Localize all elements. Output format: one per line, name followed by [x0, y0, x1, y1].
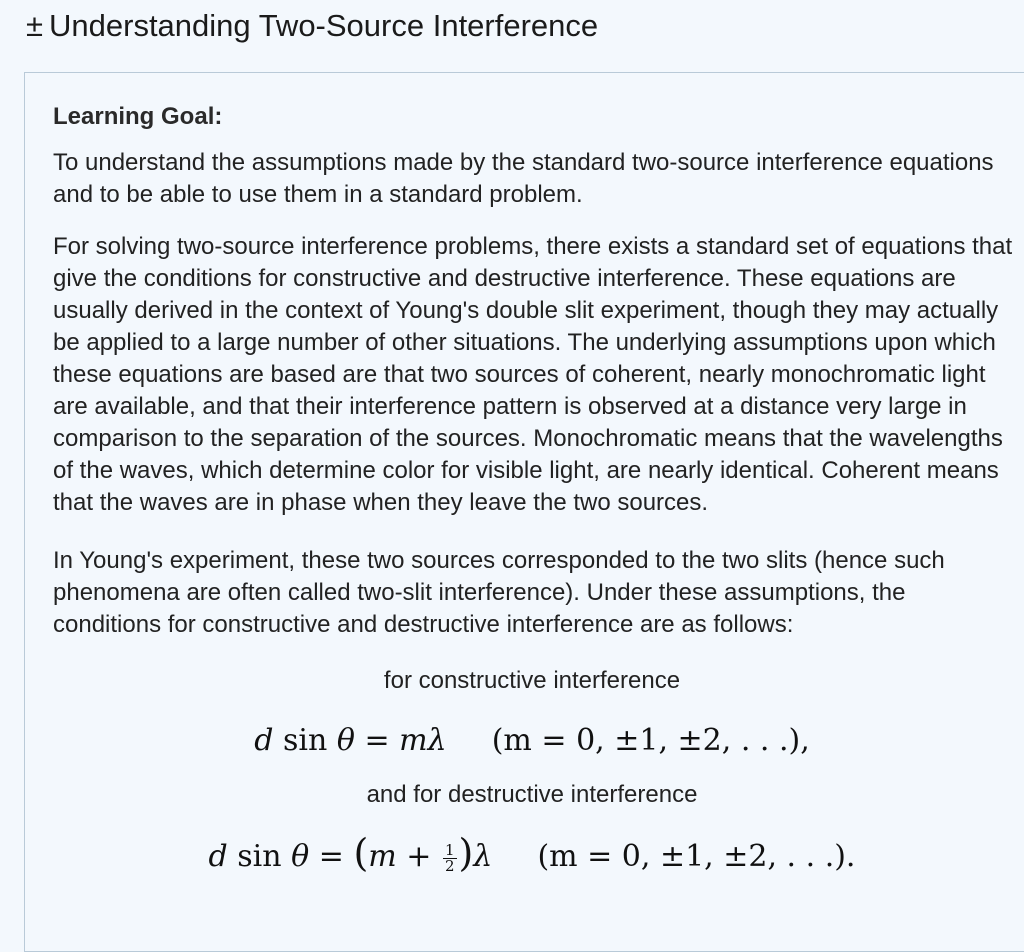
eq2-frac-num: 1 [444, 840, 455, 859]
eq2-plus: + [406, 839, 432, 874]
constructive-label: for constructive interference [383, 667, 681, 694]
equation-constructive [53, 721, 1011, 761]
eq1-theta: θ [336, 723, 355, 758]
eq2-close-paren: ) [458, 831, 474, 875]
destructive-label: and for destructive interference [366, 781, 698, 808]
content-body [53, 101, 1013, 877]
eq1-equals: = [364, 723, 390, 758]
content-panel [24, 72, 1024, 952]
eq1-sin: sin [283, 723, 328, 758]
learning-goal-heading: Learning Goal: [53, 103, 223, 130]
paragraph-young: In Young's experiment, these two sources corresponded to the two slits (hence such phenomena are often called two-slit interference). Under these assumptions, the conditions for constructive and destructive interference are as follows: [53, 547, 945, 638]
equation-destructive [53, 833, 1011, 877]
eq1-var-d: d [254, 723, 274, 758]
page-title-text: Understanding Two-Source Interference [49, 8, 599, 43]
eq2-condition: (m = 0, ±1, ±2, . . .). [537, 839, 856, 874]
page-title [26, 6, 598, 46]
eq2-frac-den: 2 [444, 856, 455, 875]
eq1-rhs: mλ [399, 723, 447, 758]
eq2-lambda: λ [473, 839, 493, 874]
eq2-m: m [368, 839, 397, 874]
eq1-condition: (m = 0, ±1, ±2, . . .), [491, 723, 810, 758]
paragraph-goal: To understand the assumptions made by the standard two-source interference equations and to be able to use them in a standard problem. [53, 149, 994, 208]
eq2-var-d: d [208, 839, 228, 874]
eq2-sin: sin [237, 839, 282, 874]
eq2-theta: θ [291, 839, 310, 874]
eq2-fraction [443, 840, 457, 875]
expand-collapse-toggle[interactable]: ± [26, 8, 44, 43]
eq2-equals: = [318, 839, 344, 874]
eq2-open-paren: ( [353, 831, 369, 875]
paragraph-intro: For solving two-source interference problems, there exists a standard set of equations that give the conditions for constructive and destructive interference. These equations are usually derived in the context of Young's double slit experiment, though they may actually be applied to a large number of other situations. The underlying assumptions upon which these equations are based are that two sources of coherent, nearly monochromatic light are available, and that their interference pattern is observed at a distance very large in comparison to the separation of the sources. Monochromatic means that the wavelengths of the waves, which determine color for visible light, are nearly identical. Coherent means that the waves are in phase when they leave the two sources. [53, 233, 1013, 516]
